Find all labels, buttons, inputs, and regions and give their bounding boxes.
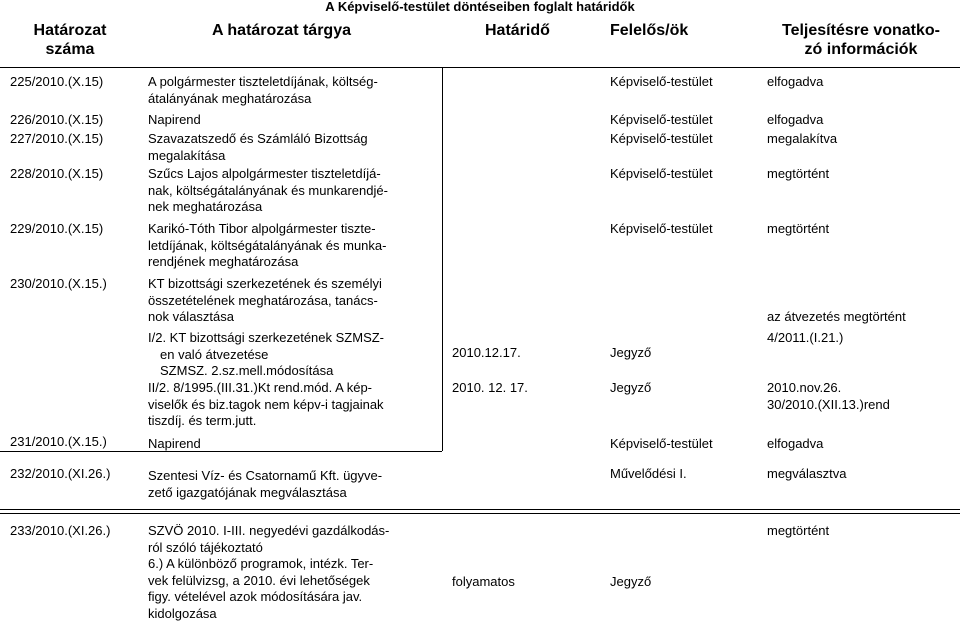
row-231-subject: Napirend — [148, 436, 201, 451]
row-divider — [0, 451, 442, 452]
row-233-number: 233/2010.(XI.26.) — [10, 523, 111, 538]
row-230-sub1-status: 4/2011.(I.21.) — [767, 330, 844, 345]
header-responsible: Felelős/ök — [610, 22, 689, 39]
row-226-status: elfogadva — [767, 112, 824, 127]
row-227-number: 227/2010.(X.15) — [10, 131, 104, 146]
row-226-subject: Napirend — [148, 112, 201, 127]
row-227-subject: Szavazatszedő és Számláló Bizottság megalakítása — [148, 131, 368, 163]
row-230-sub2-status: 2010.nov.26. 30/2010.(XII.13.)rend — [767, 380, 890, 412]
row-230-status: az átvezetés megtörtént — [767, 309, 906, 324]
header-deadline: Határidő — [485, 22, 550, 39]
row-230-subject: KT bizottsági szerkezetének és személyi összetételének meghatározása, tanács- nok választása — [148, 276, 382, 324]
header-subject: A határozat tárgya — [212, 22, 351, 39]
row-228-status: megtörtént — [767, 166, 830, 181]
row-225-status: elfogadva — [767, 74, 824, 89]
column-divider — [442, 67, 443, 451]
row-divider — [0, 513, 960, 514]
row-229-status: megtörtént — [767, 221, 830, 236]
row-230-sub2-subject: II/2. 8/1995.(III.31.)Kt rend.mód. A kép- viselők és biz.tagok nem képv-i tagjainak tiszdíj. és term.jutt. — [148, 380, 384, 428]
row-230-sub2-responsible: Jegyző — [610, 380, 652, 395]
row-230-number: 230/2010.(X.15.) — [10, 276, 107, 291]
row-233-deadline: folyamatos — [452, 574, 515, 589]
header-rule — [0, 67, 960, 68]
row-231-number: 231/2010.(X.15.) — [10, 434, 107, 449]
row-230-sub1-deadline: 2010.12.17. — [452, 345, 521, 360]
row-225-number: 225/2010.(X.15) — [10, 74, 104, 89]
header-number: Határozat száma — [33, 22, 107, 58]
row-227-status: megalakítva — [767, 131, 838, 146]
row-225-responsible: Képviselő-testület — [610, 74, 713, 89]
row-229-subject: Karikó-Tóth Tibor alpolgármester tiszte- letdíjának, költségátalányának és munka- rendjének meghatározása — [148, 221, 387, 269]
row-233-subject: SZVÖ 2010. I-III. negyedévi gazdálkodás- ról szóló tájékoztató 6.) A különböző programok, intézk. Ter- vek felülvizsg, a 2010. évi lehetőségek figy. vételével azok módosítására jav. kidolgozása — [148, 523, 390, 621]
row-231-status: elfogadva — [767, 436, 824, 451]
row-228-responsible: Képviselő-testület — [610, 166, 713, 181]
row-233-responsible: Jegyző — [610, 574, 652, 589]
row-232-status: megválasztva — [767, 466, 847, 481]
row-230-sub1-responsible: Jegyző — [610, 345, 652, 360]
row-227-responsible: Képviselő-testület — [610, 131, 713, 146]
row-232-number: 232/2010.(XI.26.) — [10, 466, 111, 481]
row-229-number: 229/2010.(X.15) — [10, 221, 104, 236]
row-229-responsible: Képviselő-testület — [610, 221, 713, 236]
row-divider — [0, 509, 960, 510]
row-230-sub1-subject: I/2. KT bizottsági szerkezetének SZMSZ- en való átvezetése SZMSZ. 2.sz.mell.módosítása — [148, 330, 385, 378]
row-226-responsible: Képviselő-testület — [610, 112, 713, 127]
row-232-responsible: Művelődési I. — [610, 466, 687, 481]
row-231-responsible: Képviselő-testület — [610, 436, 713, 451]
page-title: A Képviselő-testület döntéseiben foglalt határidők — [325, 0, 635, 14]
row-232-subject: Szentesi Víz- és Csatornamű Kft. ügyve- zető igazgatójának megválasztása — [148, 468, 383, 500]
row-233-status: megtörtént — [767, 523, 830, 538]
row-228-subject: Szűcs Lajos alpolgármester tiszteletdíjá- nak, költségátalányának és munkarendjé- nek meghatározása — [148, 166, 388, 214]
row-226-number: 226/2010.(X.15) — [10, 112, 104, 127]
header-fulfillment: Teljesítésre vonatko- zó információk — [782, 22, 940, 58]
row-228-number: 228/2010.(X.15) — [10, 166, 104, 181]
row-225-subject: A polgármester tiszteletdíjának, költség- átalányának meghatározása — [148, 74, 378, 106]
row-230-sub2-deadline: 2010. 12. 17. — [452, 380, 528, 395]
